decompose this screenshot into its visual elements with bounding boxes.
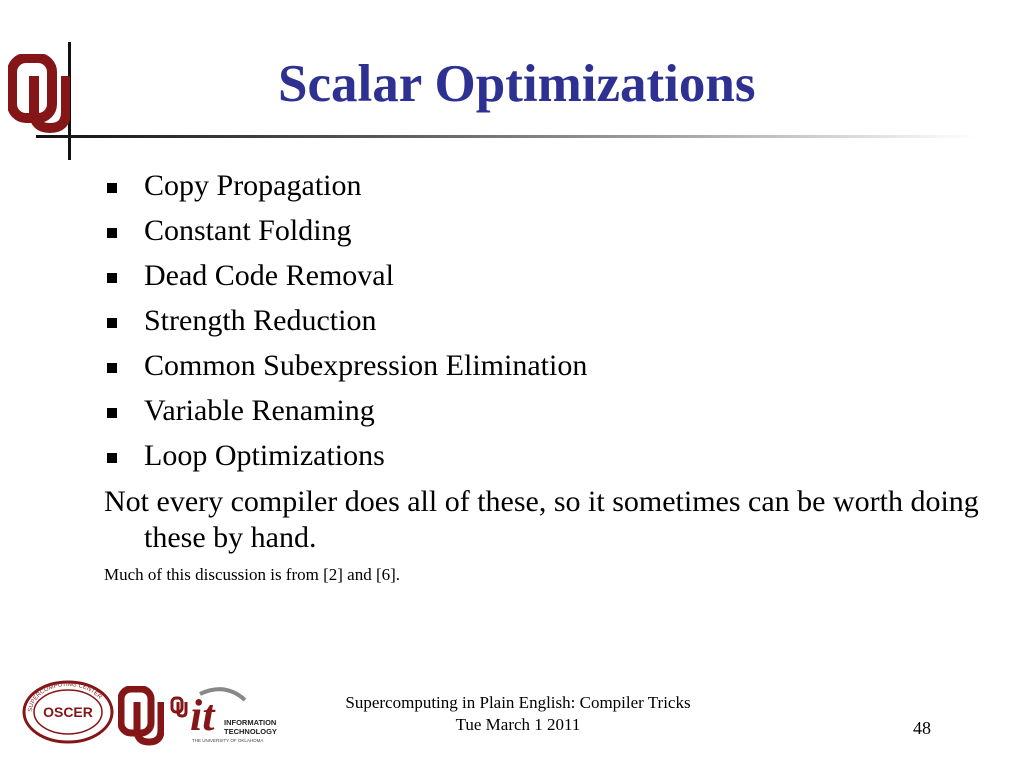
bullet-text: Constant Folding <box>144 214 352 247</box>
bullet-square-icon <box>107 273 117 283</box>
bullet-square-icon <box>107 408 117 418</box>
bullet-text: Strength Reduction <box>144 304 377 337</box>
bullet-text: Variable Renaming <box>144 394 375 427</box>
bullet-item <box>104 348 587 393</box>
bullet-item <box>104 258 587 303</box>
bullet-text: Common Subexpression Elimination <box>144 349 588 382</box>
bullet-text: Dead Code Removal <box>144 259 394 292</box>
seal-text: OSCER <box>43 704 93 720</box>
it-subtitle-1: INFORMATION <box>224 718 277 727</box>
bullet-text: Copy Propagation <box>144 169 362 202</box>
page-number: 48 <box>913 718 931 738</box>
ou-logo <box>8 54 70 134</box>
bullet-item <box>104 303 587 348</box>
bullet-square-icon <box>107 453 117 463</box>
it-mark: it <box>190 691 215 740</box>
it-subtitle-3: THE UNIVERSITY OF OKLAHOMA <box>192 738 264 743</box>
footer-line-2: Tue March 1 2011 <box>455 715 581 734</box>
oscer-seal-logo <box>22 680 116 744</box>
source-note: Much of this discussion is from [2] and [6]. <box>104 565 401 584</box>
bullet-item <box>104 168 587 213</box>
bullet-square-icon <box>107 228 117 238</box>
header-horizontal-rule <box>36 135 976 138</box>
slide-title: Scalar Optimizations <box>278 55 756 113</box>
bullet-square-icon <box>107 318 117 328</box>
information-technology-logo <box>170 684 290 744</box>
footer-line-1: Supercomputing in Plain English: Compiler Tricks <box>345 693 691 712</box>
it-subtitle-2: TECHNOLOGY <box>224 727 277 736</box>
bullet-square-icon <box>107 363 117 373</box>
ou-small-logo <box>118 686 164 746</box>
bullet-square-icon <box>107 183 117 193</box>
footer-text <box>308 692 728 736</box>
bullet-item <box>104 438 587 483</box>
seal-ring-text: SUPERCOMPUTING CENTER <box>27 681 103 713</box>
body-note: Not every compiler does all of these, so it sometimes can be worth doing these by hand. <box>104 485 979 554</box>
bullet-text: Loop Optimizations <box>144 439 385 472</box>
bullet-item <box>104 393 587 438</box>
bullet-list <box>104 168 587 483</box>
bullet-item <box>104 213 587 258</box>
